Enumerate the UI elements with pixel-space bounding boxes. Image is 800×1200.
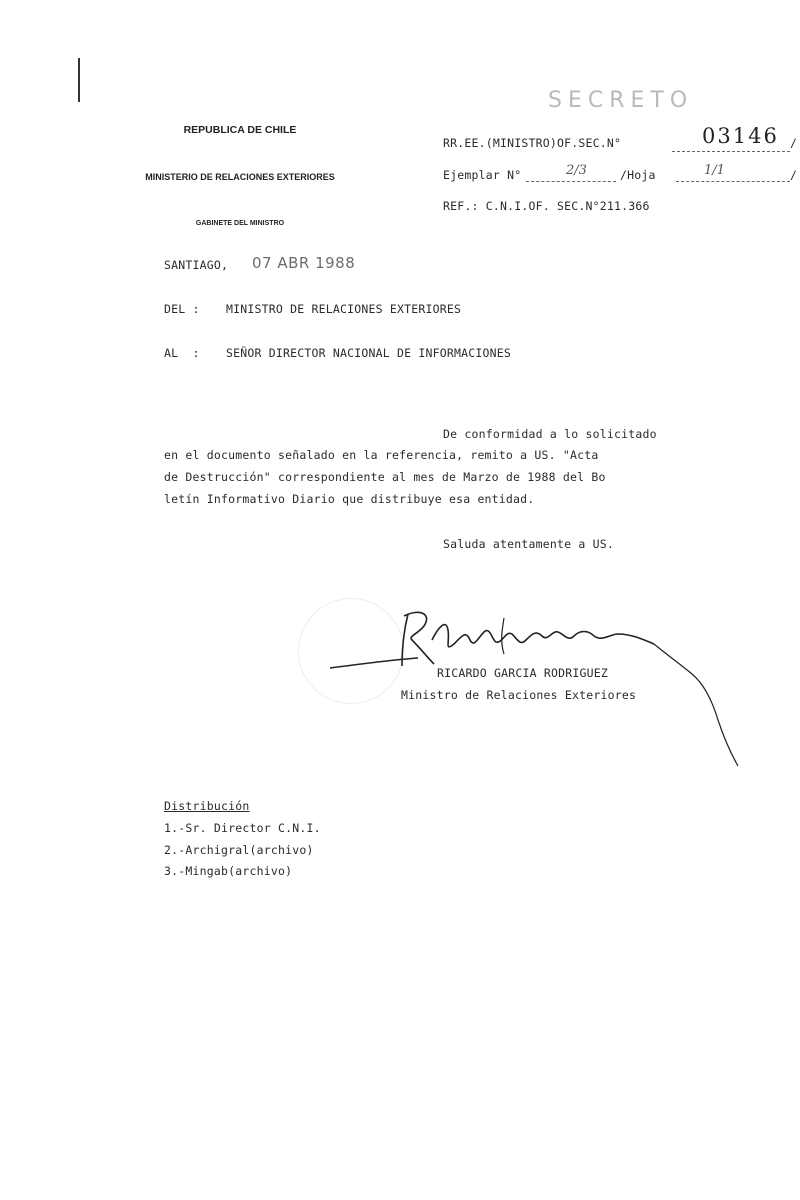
distribution-heading: Distribución — [164, 799, 250, 813]
place: SANTIAGO, — [164, 258, 229, 272]
of-number: 03146 — [702, 124, 779, 148]
letterhead — [100, 88, 380, 246]
body-line-2: en el documento señalado en la referencia, remito a US. "Acta — [164, 448, 599, 462]
body-line-1: De conformidad a lo solicitado — [443, 427, 657, 441]
of-number-rule — [672, 151, 790, 152]
letterhead-country: REPUBLICA DE CHILE — [183, 124, 297, 136]
classification-stamp: SECRETO — [548, 88, 694, 113]
of-label: RR.EE.(MINISTRO)OF.SEC.N° — [443, 136, 622, 150]
body-line-3: de Destrucción" correspondiente al mes de Marzo de 1988 del Bo — [164, 470, 606, 484]
del-value: MINISTRO DE RELACIONES EXTERIORES — [226, 302, 462, 316]
distribution-item: 2.-Archigral(archivo) — [164, 843, 314, 857]
al-label: AL : — [164, 346, 200, 360]
hoja-value: 1/1 — [704, 163, 725, 178]
closing: Saluda atentamente a US. — [443, 537, 614, 551]
letterhead-office: GABINETE DEL MINISTRO — [195, 220, 285, 227]
hoja-label: /Hoja — [620, 168, 656, 182]
distribution-item: 3.-Mingab(archivo) — [164, 864, 293, 878]
signatory-title: Ministro de Relaciones Exteriores — [401, 688, 637, 702]
rule-end-slash: / — [790, 136, 798, 150]
del-label: DEL : — [164, 302, 200, 316]
distribution-item: 1.-Sr. Director C.N.I. — [164, 821, 321, 835]
ejemplar-value: 2/3 — [566, 163, 587, 178]
hoja-rule — [676, 181, 790, 182]
al-value: SEÑOR DIRECTOR NACIONAL DE INFORMACIONES — [226, 346, 511, 360]
rule-end-slash-2: / — [790, 168, 798, 182]
ejemplar-rule — [526, 181, 616, 182]
signatory-name: RICARDO GARCIA RODRIGUEZ — [437, 666, 608, 680]
body-line-4: letín Informativo Diario que distribuye esa entidad. — [164, 492, 535, 506]
margin-mark — [78, 58, 80, 102]
ejemplar-label: Ejemplar N° — [443, 168, 522, 182]
letterhead-ministry: MINISTERIO DE RELACIONES EXTERIORES — [145, 172, 335, 182]
signature — [320, 600, 750, 770]
date-stamp: 07 ABR 1988 — [252, 254, 356, 272]
ref-line: REF.: C.N.I.OF. SEC.N°211.366 — [443, 199, 650, 213]
